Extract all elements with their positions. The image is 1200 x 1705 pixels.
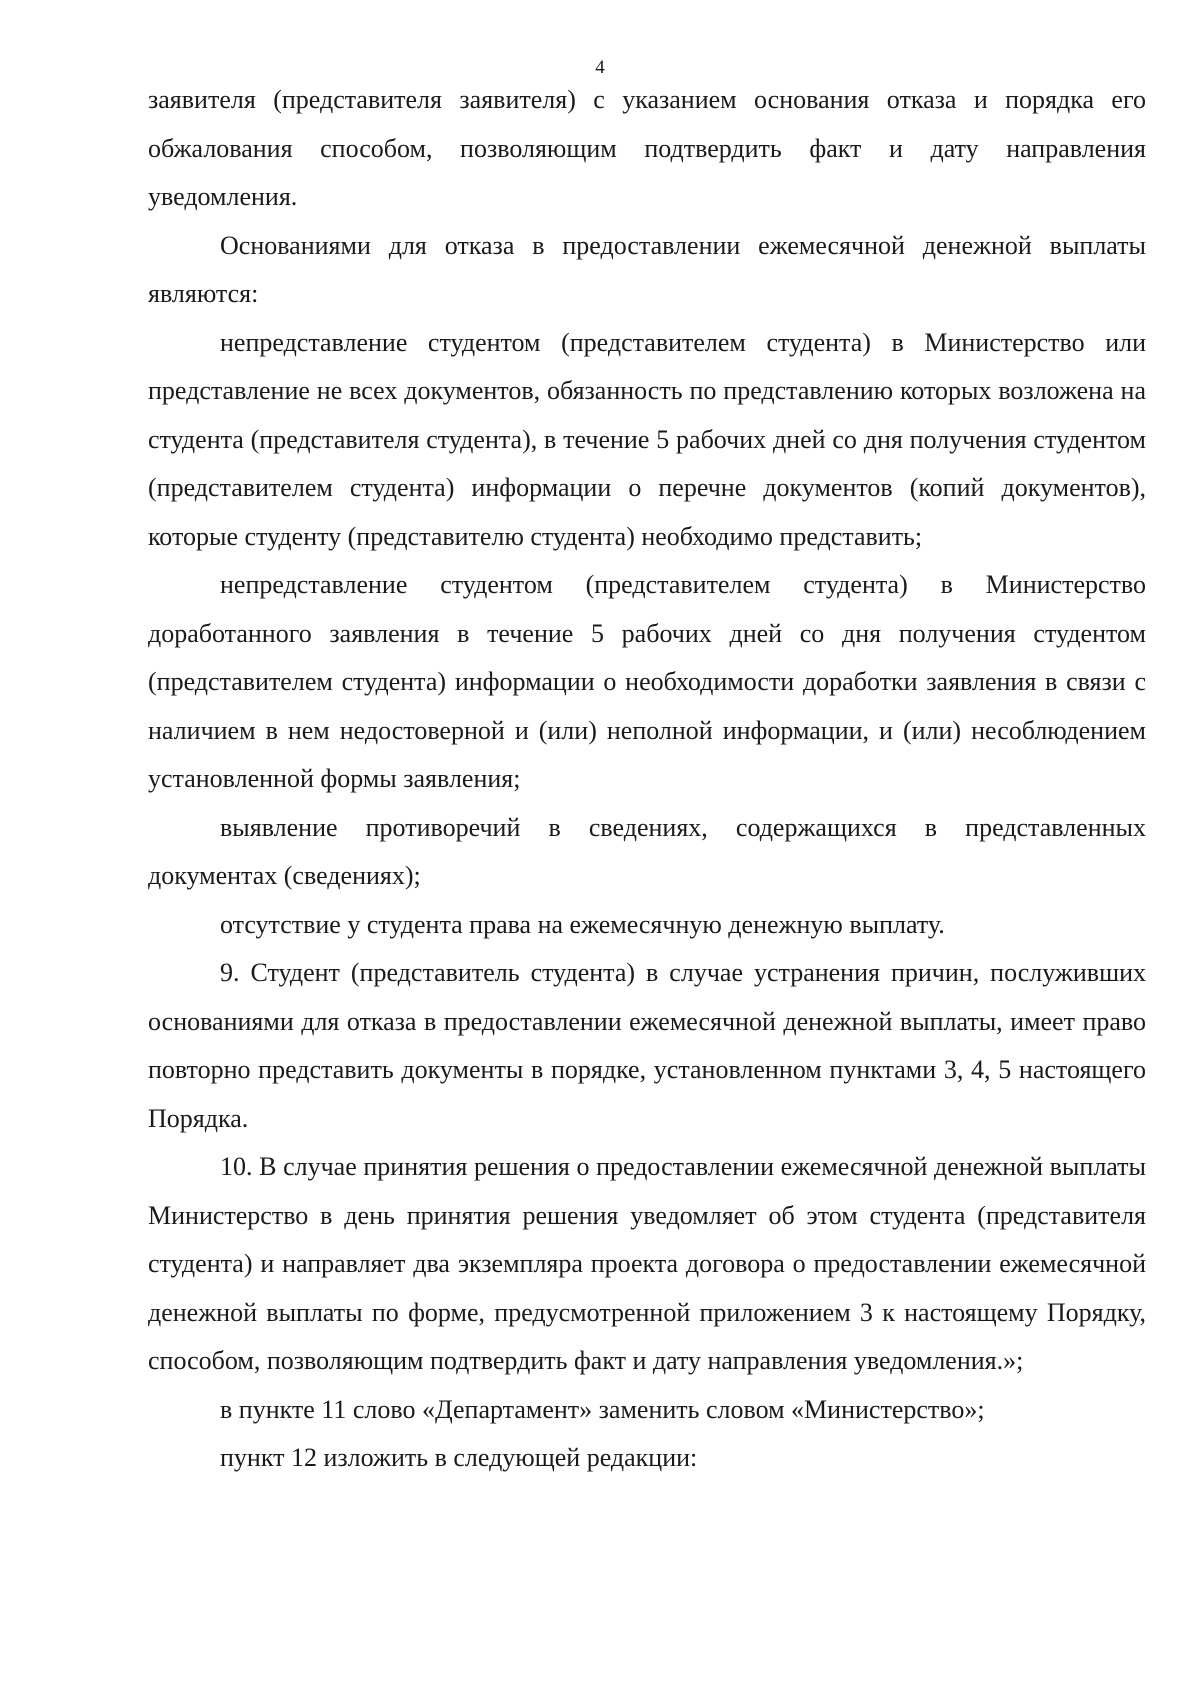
paragraph-refusal-grounds-intro: Основаниями для отказа в предоставлении ежемесячной денежной выплаты являются: <box>148 230 1146 308</box>
paragraph-ground-documents: непредставление студентом (представителем студента) в Министерство или представление не всех документов, обязанность по представлению которых возложена на студента (представителя студента), в течение 5 рабочих дней со дня получения студентом (представителем студента) информации о перечне документов (копий документов), которые студенту (представителю студента) необходимо представить; <box>148 327 1146 551</box>
paragraph-ground-no-right: отсутствие у студента права на ежемесячную денежную выплату. <box>220 909 945 939</box>
paragraph-continuation: заявителя (представителя заявителя) с указанием основания отказа и порядка его обжалования способом, позволяющим подтвердить факт и дату направления уведомления. <box>148 85 1146 211</box>
paragraph-ground-contradictions: выявление противоречий в сведениях, содержащихся в представленных документах (сведениях); <box>148 812 1146 890</box>
paragraph-amend-item-11: в пункте 11 слово «Департамент» заменить словом «Министерство»; <box>220 1394 985 1424</box>
paragraph-amend-item-12: пункт 12 изложить в следующей редакции: <box>220 1443 698 1472</box>
paragraph-item-9: 9. Студент (представитель студента) в случае устранения причин, послуживших основаниями для отказа в предоставлении ежемесячной денежной выплаты, имеет право повторно представить документы в порядке, установленном пунктами 3, 4, 5 настоящего Порядка. <box>148 958 1146 1133</box>
page-number: 4 <box>595 57 605 78</box>
document-body <box>148 76 1146 1483</box>
paragraph-ground-revised-application: непредставление студентом (представителем студента) в Министерство доработанного заявления в течение 5 рабочих дней со дня получения студентом (представителем студента) информации о необходимости доработки заявления в связи с наличием в нем недостоверной и (или) неполной информации, и (или) несоблюдением установленной формы заявления; <box>148 570 1146 793</box>
paragraph-item-10: 10. В случае принятия решения о предоставлении ежемесячной денежной выплаты Министерство в день принятия решения уведомляет об этом студента (представителя студента) и направляет два экземпляра проекта договора о предоставлении ежемесячной денежной выплаты по форме, предусмотренной приложением 3 к настоящему Порядку, способом, позволяющим подтвердить факт и дату направления уведомления.»; <box>148 1152 1146 1375</box>
